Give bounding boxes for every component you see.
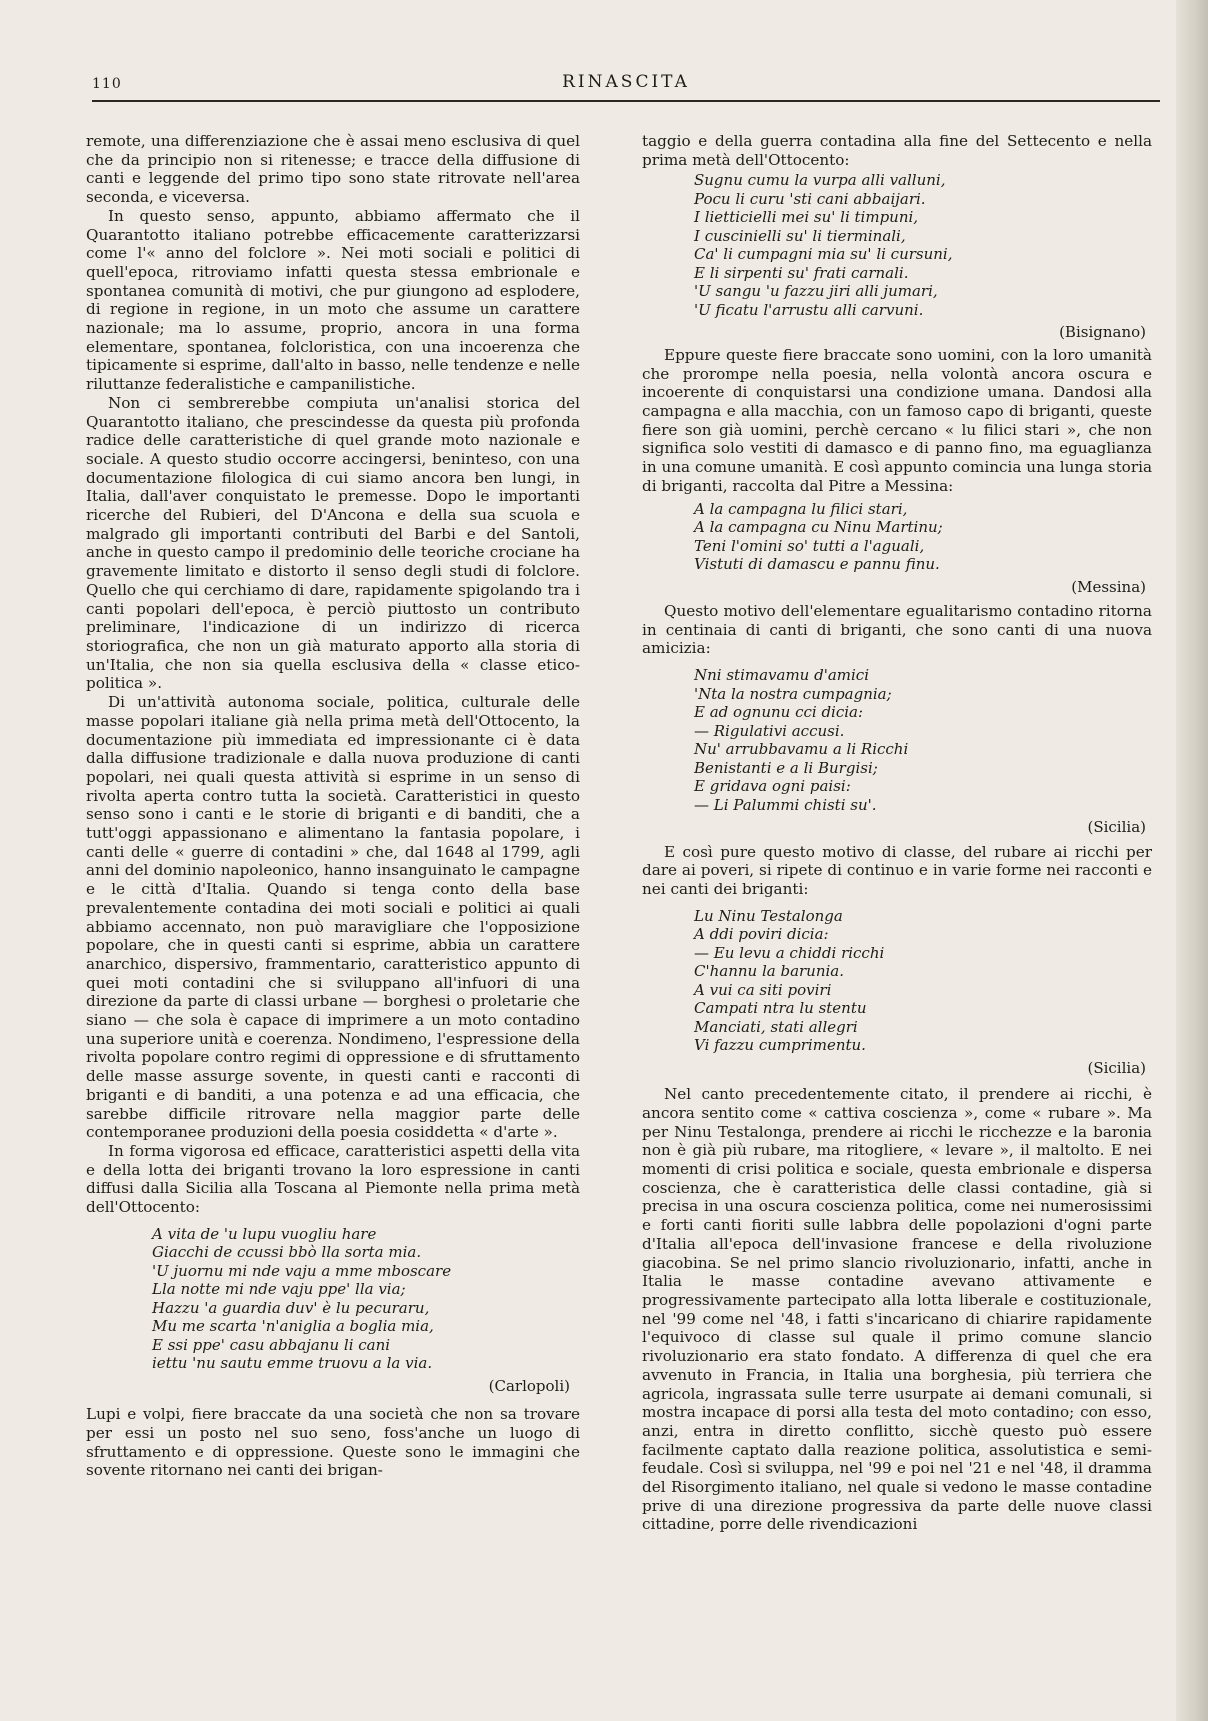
- poem-line: — Rigulativi accusi.: [694, 721, 845, 740]
- poem-line: 'U juornu mi nde vaju a mme mboscare: [152, 1261, 452, 1280]
- page-edge: [1176, 0, 1208, 1721]
- poem-line: iettu 'nu sautu emme truovu a la via.: [152, 1354, 433, 1373]
- poem-line: I lietticielli mei su' li timpuni,: [694, 208, 919, 227]
- poem-line: Giacchi de ccussi bbò lla sorta mia.: [152, 1243, 422, 1262]
- poem-line: Manciati, stati allegri: [694, 1017, 858, 1036]
- paragraph: Eppure queste fiere braccate sono uomini, con la loro umanità che prorompe nella poesia, nella volontà ancora oscura e incoerente di conquistarsi una condizione umana. Dandosi alla campagna e alla macchia, con un famoso capo di briganti, queste fiere son già uomini, perchè cercano « lu filici stari », che non significa solo vestiti di damasco e di panno fino, ma eguaglianza in una comune umanità. E così appunto comincia una lunga storia di briganti, raccolta dal Pitre a Messina:: [642, 345, 1152, 495]
- page-number: 110: [92, 76, 122, 92]
- poem-line: 'U ficatu l'arrustu alli carvuni.: [694, 300, 924, 319]
- poem-line: Nu' arrubbavamu a li Ricchi: [694, 740, 909, 759]
- poem-line: A vita de 'u lupu vuogliu hare: [152, 1224, 377, 1243]
- paragraph: remote, una differenziazione che è assai meno esclusiva di quel che da principio non si ritenesse; e tracce della diffusione di canti e leggende del primo tipo sono state ritrovate nell'area seconda, e viceversa.: [86, 132, 580, 207]
- poem-bisignano: [642, 171, 1152, 342]
- poem-line: E ad ognunu cci dicia:: [694, 703, 864, 722]
- poem-line: 'Nta la nostra cumpagnia;: [694, 684, 892, 703]
- poem-line: A ddi poviri dicia:: [694, 925, 829, 944]
- poem-line: I cuscinielli su' li tierminali,: [694, 226, 906, 245]
- right-column: [642, 132, 1152, 1534]
- poem-line: Benistanti e a li Burgisi;: [694, 758, 878, 777]
- poem-line: E gridava ogni paisi:: [694, 777, 851, 796]
- poem-line: Hazzu 'a guardia duv' è lu pecuraru,: [152, 1298, 430, 1317]
- poem-line: Mu me scarta 'n'aniglia a boglia mia,: [152, 1317, 434, 1336]
- poem-line: Ca' li cumpagni mia su' li cursuni,: [694, 245, 953, 264]
- paragraph: Questo motivo dell'elementare egualitarismo contadino ritorna in centinaia di canti di briganti, che sono canti di una nuova amicizia:: [642, 602, 1152, 658]
- poem-sicilia-1: [642, 666, 1152, 837]
- poem-line: A la campagna cu Ninu Martinu;: [694, 518, 943, 537]
- poem-messina: [642, 500, 1152, 597]
- paragraph: In questo senso, appunto, abbiamo affermato che il Quarantotto italiano potrebbe efficacemente caratterizzarsi come l'« anno del folclore ». Nei moti sociali e politici di quell'epoca, ritroviamo infatti questa stessa embrionale e spontanea comunità di motivi, che pur giungono ad esplodere, di regione in regione, in un moto che assume un carattere nazionale; ma lo assume, proprio, ancora in una forma elementare, spontanea, folcloristica, con una incoerenza che tipicamente si esprime, dall'alto in basso, nelle tendenze e nelle riluttanze federalistiche e campanilistiche.: [86, 206, 580, 394]
- poem-line: Vi fazzu cumprimentu.: [694, 1036, 866, 1055]
- poem-place: (Sicilia): [1087, 1058, 1146, 1077]
- page-header: [92, 72, 1160, 102]
- poem-line: A vui ca siti poviri: [694, 980, 832, 999]
- poem-line: A la campagna lu filici stari,: [694, 499, 908, 518]
- left-column: [86, 132, 580, 1480]
- paragraph: Lupi e volpi, fiere braccate da una società che non sa trovare per essi un posto nel suo seno, foss'anche un luogo di sfruttamento e di oppressione. Queste sono le immagini che sovente ritornano nei canti dei brigan-: [86, 1405, 580, 1480]
- running-title: RINASCITA: [562, 72, 690, 92]
- paragraph: taggio e della guerra contadina alla fine del Settecento e nella prima metà dell'Ottocento:: [642, 132, 1152, 169]
- paragraph: In forma vigorosa ed efficace, caratteristici aspetti della vita e della lotta dei briganti trovano la loro espressione in canti diffusi dalla Sicilia alla Toscana al Piemonte nella prima metà dell'Ottocento:: [86, 1141, 580, 1217]
- paragraph: Di un'attività autonoma sociale, politica, culturale delle masse popolari italiane già nella prima metà dell'Ottocento, la documentazione più immediata ed impressionante ci è data dalla diffusione tradizionale e dalla nuova produzione di canti popolari, nei quali questa attività si esprime in un senso di rivolta aperta contro tutta la società. Caratteristici in questo senso sono i canti e le storie di briganti e di banditi, che a tutt'oggi appassionano e alimentano la fantasia popolare, i canti delle « guerre di contadini » che, dal 1648 al 1799, agli anni del dominio napoleonico, hanno insanguinato le campagne e le città d'Italia. Quando si tenga conto della base prevalentemente contadina dei moti sociali e politici ai quali abbiamo accennato, non può maravigliare che l'opposizione popolare, che in questi canti si esprime, abbia un carattere anarchico, dispersivo, frammentario, caratteristico appunto di quei moti contadini che si sviluppano all'infuori di una direzione da parte di classi urbane — borghesi o proletarie che siano — che sola è capace di imprimere a un moto contadino una superiore unità e coerenza. Nondimeno, l'espressione della rivolta popolare contro regimi di oppressione e di sfruttamento delle masse assurge sovente, in questi canti e racconti di briganti e di banditi, a una potenza e ad una efficacia, che sarebbe difficile ritrovare nella maggior parte delle contemporanee produzioni della poesia cosiddetta « d'arte ».: [86, 693, 580, 1142]
- poem-carlopoli: [86, 1225, 580, 1396]
- poem-line: Vistuti di damascu e pannu finu.: [694, 555, 940, 574]
- poem-line: C'hannu la barunia.: [694, 962, 845, 981]
- poem-place: (Messina): [1071, 577, 1146, 596]
- poem-line: Teni l'omini so' tutti a l'aguali,: [694, 536, 925, 555]
- poem-line: Sugnu cumu la vurpa alli valluni,: [694, 171, 946, 190]
- poem-line: Lu Ninu Testalonga: [694, 906, 843, 925]
- poem-line: Pocu li curu 'sti cani abbaijari.: [694, 189, 926, 208]
- poem-line: E ssi ppe' casu abbajanu li cani: [152, 1335, 391, 1354]
- paragraph: Non ci sembrerebbe compiuta un'analisi storica del Quarantotto italiano, che prescindesse da questa più profonda radice delle caratteristiche di quel grande moto nazionale e sociale. A questo studio occorre accingersi, beninteso, con una documentazione filologica di cui siamo ancora ben lungi, in Italia, dall'aver conquistato le premesse. Dopo le importanti ricerche del Rubieri, del D'Ancona e della sua scuola e malgrado gli importanti contributi del Barbi e del Santoli, anche in questo campo il predominio delle teoriche crociane ha gravemente limitato e distorto il senso degli studi di folclore. Quello che qui cerchiamo di dare, rapidamente spigolando tra i canti popolari dell'epoca, è perciò piuttosto un contributo preliminare, l'indicazione di un indirizzo di ricerca storiografica, che non un già maturato apporto alla storia di un'Italia, che non sia quella esclusiva della « classe etico-politica ».: [86, 393, 580, 693]
- poem-place: (Carlopoli): [488, 1376, 570, 1395]
- poem-line: Nni stimavamu d'amici: [694, 666, 869, 685]
- poem-place: (Bisignano): [1059, 323, 1146, 342]
- poem-line: E li sirpenti su' frati carnali.: [694, 263, 909, 282]
- poem-sicilia-2: [642, 907, 1152, 1078]
- paragraph: E così pure questo motivo di classe, del rubare ai ricchi per dare ai poveri, si ripete di continuo e in varie forme nei racconti e nei canti dei briganti:: [642, 842, 1152, 899]
- poem-line: Lla notte mi nde vaju ppe' lla via;: [152, 1280, 406, 1299]
- poem-line: — Eu levu a chiddi ricchi: [694, 943, 885, 962]
- paragraph: Nel canto precedentemente citato, il prendere ai ricchi, è ancora sentito come « cattiva coscienza », come « rubare ». Ma per Ninu Testalonga, prendere ai ricchi le ricchezze e la baronia non è già più rubare, ma ritogliere, « levare », il maltolto. E nei momenti di crisi politica e sociale, questa embrionale e dispersa coscienza, che è caratteristica delle classi contadine, già si precisa in una oscura coscienza politica, come nei numerosissimi e forti canti fioriti sulle labbra delle popolazioni d'ogni parte d'Italia all'epoca dell'invasione francese e della rivoluzione giacobina. Se nel primo slancio rivoluzionario, infatti, anche in Italia le masse contadine avevano attivamente e progressivamente partecipato alla lotta liberale e costituzionale, nel '99 come nel '48, i fatti s'incaricano di chiarire rapidamente l'equivoco di classe sul quale il primo comune slancio rivoluzionario era stato fondato. A differenza di quel che era avvenuto in Francia, in Italia una borghesia, più terriera che agricola, ingrassata sulle terre usurpate ai demani comunali, si mostra incapace di porsi alla testa del moto contadino; con esso, anzi, entra in diretto conflitto, sicchè questo può essere facilmente captato dalla reazione politica, assolutistica e semi-feudale. Così si sviluppa, nel '99 e poi nel '21 e nel '48, il dramma del Risorgimento italiano, nel quale si vedono le masse contadine prive di una direzione progressiva da parte delle nuove classi cittadine, porre delle rivendicazioni: [642, 1085, 1152, 1534]
- poem-place: (Sicilia): [1087, 818, 1146, 837]
- poem-line: Campati ntra lu stentu: [694, 999, 867, 1018]
- poem-line: 'U sangu 'u fazzu jiri alli jumari,: [694, 282, 938, 301]
- poem-line: — Li Palummi chisti su'.: [694, 795, 877, 814]
